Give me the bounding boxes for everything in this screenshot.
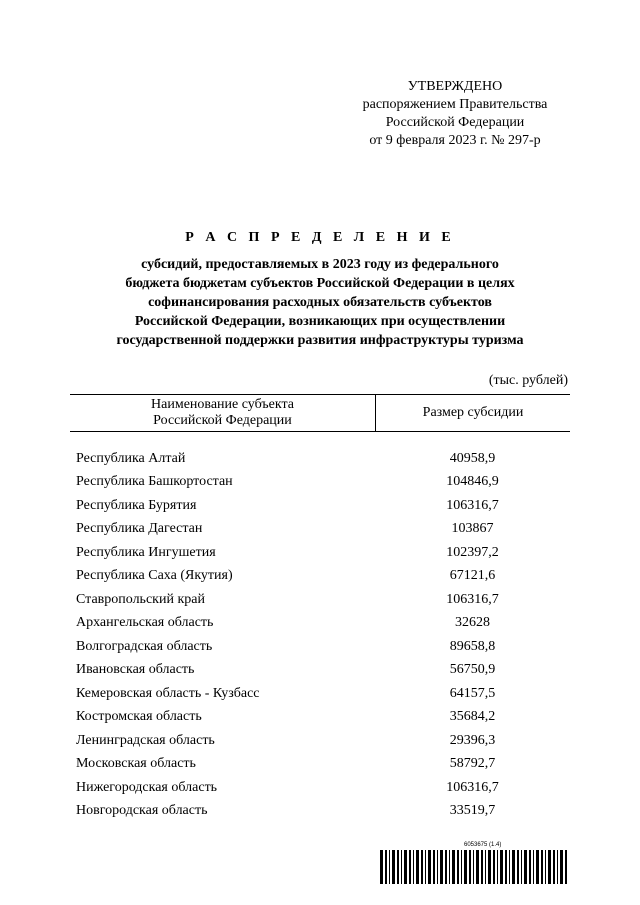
- subsidy-amount: 104846,9: [446, 474, 499, 490]
- barcode-bar: [425, 850, 426, 884]
- heading-line-4: Российской Федерации, возникающих при осуществлении: [134, 314, 506, 329]
- barcode-bar: [512, 850, 515, 884]
- barcode-bar: [440, 850, 443, 884]
- barcode-bar: [461, 850, 462, 884]
- table-row: [70, 706, 570, 730]
- region-name: Ленинградская область: [76, 732, 215, 748]
- table-row: [70, 518, 570, 542]
- subsidy-amount: 58792,7: [449, 756, 496, 772]
- column-header-amount: Размер субсидии: [422, 405, 524, 420]
- region-name: Московская область: [76, 756, 196, 772]
- table-row: [70, 776, 570, 800]
- column-header-name: [70, 395, 376, 431]
- barcode-bar: [553, 850, 555, 884]
- region-name: Костромская область: [76, 709, 202, 725]
- subsidy-amount: 67121,6: [449, 568, 496, 584]
- document-title: Р А С П Р Е Д Е Л Е Н И Е: [185, 230, 455, 245]
- region-name: Ставропольский край: [76, 591, 205, 607]
- barcode-bar: [416, 850, 419, 884]
- table-row: [70, 682, 570, 706]
- barcode-bar: [500, 850, 503, 884]
- barcode-bar: [457, 850, 459, 884]
- barcode-bar: [449, 850, 450, 884]
- subsidy-amount: 40958,9: [449, 450, 496, 466]
- region-name: Республика Ингушетия: [76, 544, 216, 560]
- barcode-bar: [421, 850, 423, 884]
- unit-label: (тыс. рублей): [488, 373, 568, 388]
- table-body: [70, 447, 570, 823]
- table-row: [70, 588, 570, 612]
- barcode-bar: [529, 850, 531, 884]
- barcode-bar: [473, 850, 474, 884]
- barcode-bar: [401, 850, 402, 884]
- table-row: [70, 635, 570, 659]
- barcode-bar: [488, 850, 491, 884]
- approval-title: УТВЕРЖДЕНО: [407, 79, 503, 94]
- barcode-bar: [536, 850, 539, 884]
- barcode-bar: [413, 850, 414, 884]
- barcode-bar: [545, 850, 546, 884]
- column-header-name-line-2: Российской Федерации: [153, 413, 292, 428]
- barcode-bar: [445, 850, 447, 884]
- approval-line-1: распоряжением Правительства: [362, 97, 548, 112]
- column-header-name-line-1: Наименование субъекта: [151, 397, 294, 412]
- barcode-bar: [533, 850, 534, 884]
- barcode-bar: [404, 850, 407, 884]
- approval-line-3: от 9 февраля 2023 г. № 297-р: [369, 133, 541, 148]
- region-name: Нижегородская область: [76, 779, 218, 795]
- table-header: [70, 394, 570, 432]
- subsidy-amount: 32628: [455, 615, 490, 631]
- subsidy-amount: 33519,7: [449, 803, 496, 819]
- barcode-bar: [481, 850, 483, 884]
- barcode-bar: [509, 850, 510, 884]
- barcode-bar: [505, 850, 507, 884]
- region-name: Архангельская область: [76, 615, 214, 631]
- barcode-bar: [380, 850, 383, 884]
- region-name: Кемеровская область - Кузбасс: [76, 685, 260, 701]
- table-row: [70, 471, 570, 495]
- barcode-bar: [437, 850, 438, 884]
- barcode-bar: [464, 850, 467, 884]
- subsidy-amount: 35684,2: [449, 709, 496, 725]
- table-row: [70, 612, 570, 636]
- table-row: [70, 729, 570, 753]
- heading-line-2: бюджета бюджетам субъектов Российской Федерации в целях: [125, 276, 515, 291]
- barcode-bar: [548, 850, 551, 884]
- heading-line-3: софинансирования расходных обязательств субъектов: [148, 295, 492, 310]
- region-name: Республика Башкортостан: [76, 474, 233, 490]
- table-row: [70, 494, 570, 518]
- subsidy-amount: 106316,7: [446, 779, 499, 795]
- subsidy-amount: 56750,9: [449, 662, 496, 678]
- subsidy-amount: 64157,5: [449, 685, 496, 701]
- region-name: Республика Саха (Якутия): [76, 568, 233, 584]
- barcode: [380, 850, 570, 884]
- barcode-bar: [565, 850, 567, 884]
- table-row: [70, 659, 570, 683]
- barcode-bar: [428, 850, 431, 884]
- subsidy-amount: 89658,8: [449, 638, 496, 654]
- barcode-bar: [392, 850, 395, 884]
- barcode-bar: [469, 850, 471, 884]
- barcode-bar: [524, 850, 527, 884]
- barcode-bar: [560, 850, 563, 884]
- region-name: Республика Дагестан: [76, 521, 203, 537]
- barcode-bar: [485, 850, 486, 884]
- table-row: [70, 447, 570, 471]
- barcode-bar: [433, 850, 435, 884]
- subsidy-amount: 106316,7: [446, 591, 499, 607]
- approval-block: [340, 78, 570, 150]
- approval-line-2: Российской Федерации: [385, 115, 525, 130]
- region-name: Республика Алтай: [76, 450, 186, 466]
- barcode-bar: [521, 850, 522, 884]
- barcode-bar: [452, 850, 455, 884]
- document-heading: [70, 228, 570, 350]
- table-row: [70, 753, 570, 777]
- heading-line-5: государственной поддержки развития инфраструктуры туризма: [116, 333, 524, 348]
- heading-line-1: субсидий, предоставляемых в 2023 году из федерального: [141, 257, 499, 272]
- region-name: Волгоградская область: [76, 638, 213, 654]
- barcode-bar: [497, 850, 498, 884]
- table-row: [70, 541, 570, 565]
- barcode-bar: [493, 850, 495, 884]
- barcode-bar: [397, 850, 399, 884]
- barcode-bar: [476, 850, 479, 884]
- subsidy-amount: 29396,3: [449, 732, 496, 748]
- barcode-bar: [389, 850, 390, 884]
- barcode-bar: [517, 850, 519, 884]
- barcode-bar: [557, 850, 558, 884]
- barcode-bar: [541, 850, 543, 884]
- subsidy-amount: 106316,7: [446, 497, 499, 513]
- table-row: [70, 565, 570, 589]
- region-name: Ивановская область: [76, 662, 195, 678]
- subsidy-amount: 103867: [451, 521, 494, 537]
- barcode-bar: [409, 850, 411, 884]
- barcode-bar: [385, 850, 387, 884]
- subsidy-amount: 102397,2: [446, 544, 499, 560]
- barcode-number: 6053675 (1.4): [464, 842, 502, 848]
- region-name: Республика Бурятия: [76, 497, 197, 513]
- table-row: [70, 800, 570, 824]
- region-name: Новгородская область: [76, 803, 208, 819]
